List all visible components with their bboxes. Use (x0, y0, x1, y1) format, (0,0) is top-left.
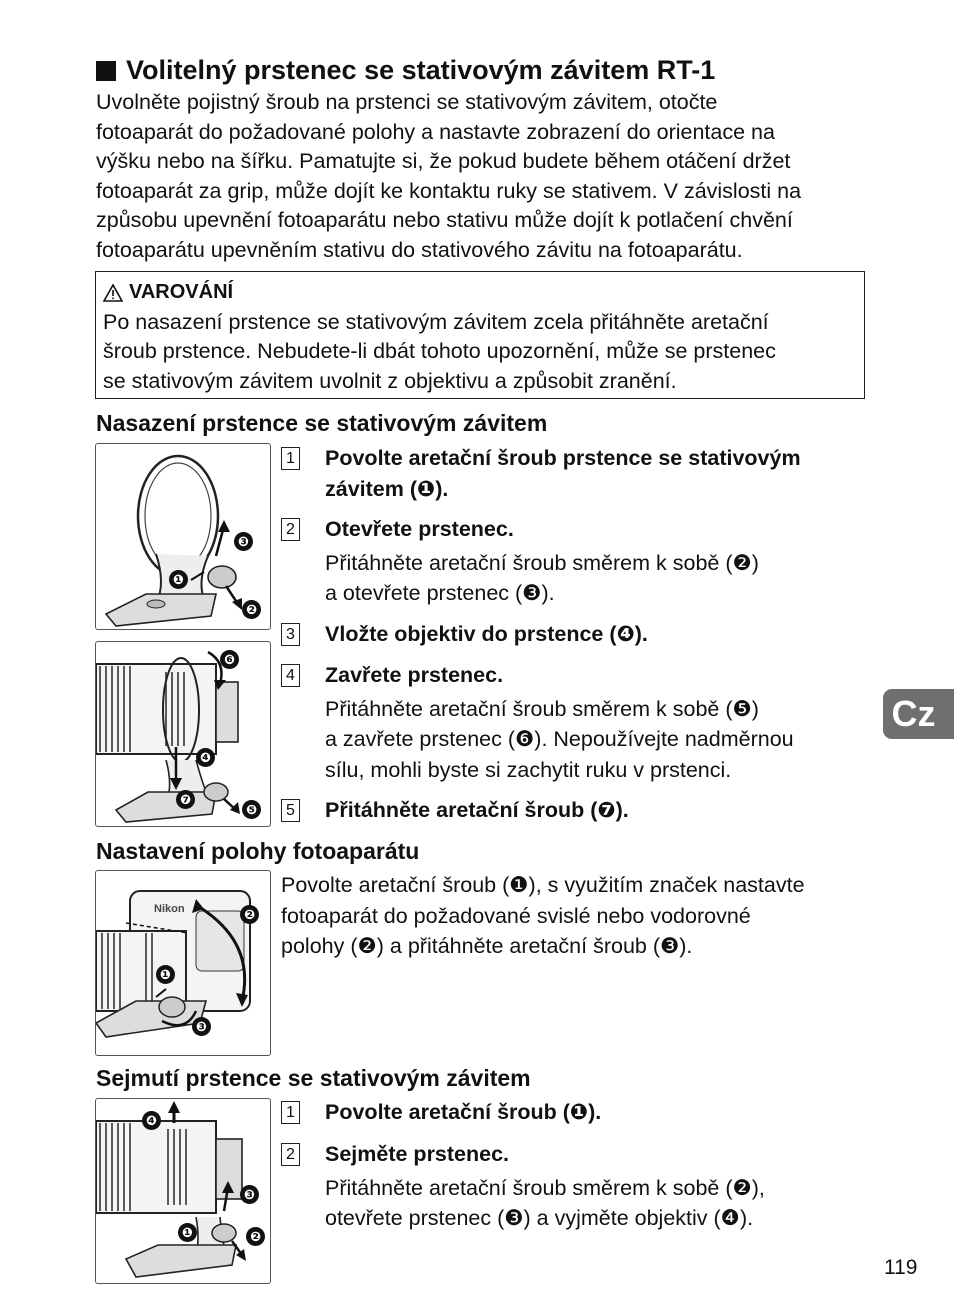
step-5 (281, 795, 861, 826)
camera-position-illustration (96, 871, 271, 1056)
callout-3: ❸ (240, 1185, 259, 1204)
step-2 (281, 514, 861, 609)
nikon-logo: Nikon (154, 903, 185, 915)
step-number: 1 (281, 447, 300, 470)
callout-5: ❺ (242, 800, 261, 819)
step-1 (281, 443, 861, 504)
section-title-text: Volitelný prstenec se stativovým závitem RT-1 (126, 55, 716, 85)
callout-4: ❹ (142, 1111, 161, 1130)
warning-triangle-icon (103, 284, 123, 302)
step-number: 5 (281, 799, 300, 822)
step-number: 2 (281, 1143, 300, 1166)
callout-6: ❻ (220, 650, 239, 669)
figure-lens-insert (95, 641, 271, 827)
step-title: Povolte aretační šroub prstence se stativovým (325, 446, 801, 470)
step-body: Přitáhněte aretační šroub směrem k sobě (❷), (325, 1175, 765, 1200)
callout-2: ❷ (242, 600, 261, 619)
step-title: Otevřete prstenec. (325, 517, 514, 541)
figure-ring-remove (95, 1098, 271, 1284)
step-body: a otevřete prstenec (❸). (325, 581, 555, 605)
intro-paragraph (96, 88, 876, 265)
callout-3: ❸ (192, 1017, 211, 1036)
callout-1: ❶ (169, 570, 188, 589)
callout-7: ❼ (176, 790, 195, 809)
warning-line: se stativovým závitem uvolnit z objektivu a způsobit zranění. (103, 368, 677, 393)
callout-3: ❸ (234, 532, 253, 551)
section2-paragraph (281, 870, 805, 962)
callout-1: ❶ (178, 1223, 197, 1242)
warning-heading (103, 278, 864, 308)
step-title: Zavřete prstenec. (325, 663, 504, 687)
language-tab: Cz (883, 689, 954, 739)
warning-line: šroub prstence. Nebudete-li dbát tohoto upozornění, může se prstenec (103, 339, 776, 363)
square-bullet-icon (96, 61, 116, 81)
step-body: Přitáhněte aretační šroub směrem k sobě (❷) (325, 550, 759, 575)
step-3 (281, 619, 861, 650)
warning-line: Po nasazení prstence se stativovým závitem zcela přitáhněte aretační (103, 309, 769, 334)
step-body: Přitáhněte aretační šroub směrem k sobě (❺) (325, 696, 759, 721)
section-title (96, 55, 715, 86)
step-number: 1 (281, 1101, 300, 1124)
warning-heading-text: VAROVÁNÍ (129, 281, 234, 303)
step-body: sílu, mohli byste si zachytit ruku v prstenci. (325, 757, 732, 782)
step-body: a zavřete prstenec (❻). Nepoužívejte nadměrnou (325, 727, 794, 751)
warning-box (95, 271, 865, 399)
step-number: 4 (281, 664, 300, 687)
intro-line: způsobu upevnění fotoaparátu nebo stativu může dojít k potlačení chvění (96, 208, 793, 232)
step-title: Vložte objektiv do prstence (❹). (325, 622, 648, 646)
step-4 (281, 660, 861, 785)
section2-heading: Nastavení polohy fotoaparátu (96, 838, 420, 864)
step-title: závitem (❶). (325, 476, 449, 501)
step-number: 2 (281, 518, 300, 541)
intro-line: fotoaparátu upevněním stativu do stativového závitu na fotoaparátu. (96, 237, 743, 262)
step-number: 3 (281, 623, 300, 646)
step-title: Přitáhněte aretační šroub (❼). (325, 798, 629, 822)
removal-step-2 (281, 1139, 861, 1234)
section1-heading: Nasazení prstence se stativovým závitem (96, 410, 548, 436)
page-number: 119 (884, 1256, 918, 1279)
figure-camera-position (95, 870, 271, 1056)
step-title: Povolte aretační šroub (❶). (325, 1100, 602, 1124)
para-line: Povolte aretační šroub (❶), s využitím značek nastavte (281, 873, 805, 897)
intro-line: fotoaparát do požadované polohy a nastavte zobrazení do orientace na (96, 119, 775, 144)
callout-4: ❹ (196, 748, 215, 767)
para-line: fotoaparát do požadované svislé nebo vodorovné (281, 903, 751, 928)
intro-line: výšku nebo na šířku. Pamatujte si, že pokud budete během otáčení držet (96, 149, 791, 173)
intro-line: Uvolněte pojistný šroub na prstenci se stativovým závitem, otočte (96, 90, 718, 114)
step-title: Sejměte prstenec. (325, 1142, 510, 1166)
callout-2: ❷ (246, 1227, 265, 1246)
intro-line: fotoaparát za grip, může dojít ke kontaktu ruky se stativem. V závislosti na (96, 178, 802, 203)
removal-step-1 (281, 1097, 861, 1128)
section3-heading: Sejmutí prstence se stativovým závitem (96, 1065, 531, 1091)
para-line: polohy (❷) a přitáhněte aretační šroub (❸). (281, 934, 693, 958)
callout-1: ❶ (156, 965, 175, 984)
figure-ring-open (95, 443, 271, 630)
callout-2: ❷ (240, 905, 259, 924)
step-body: otevřete prstenec (❸) a vyjměte objektiv (❹). (325, 1206, 754, 1230)
